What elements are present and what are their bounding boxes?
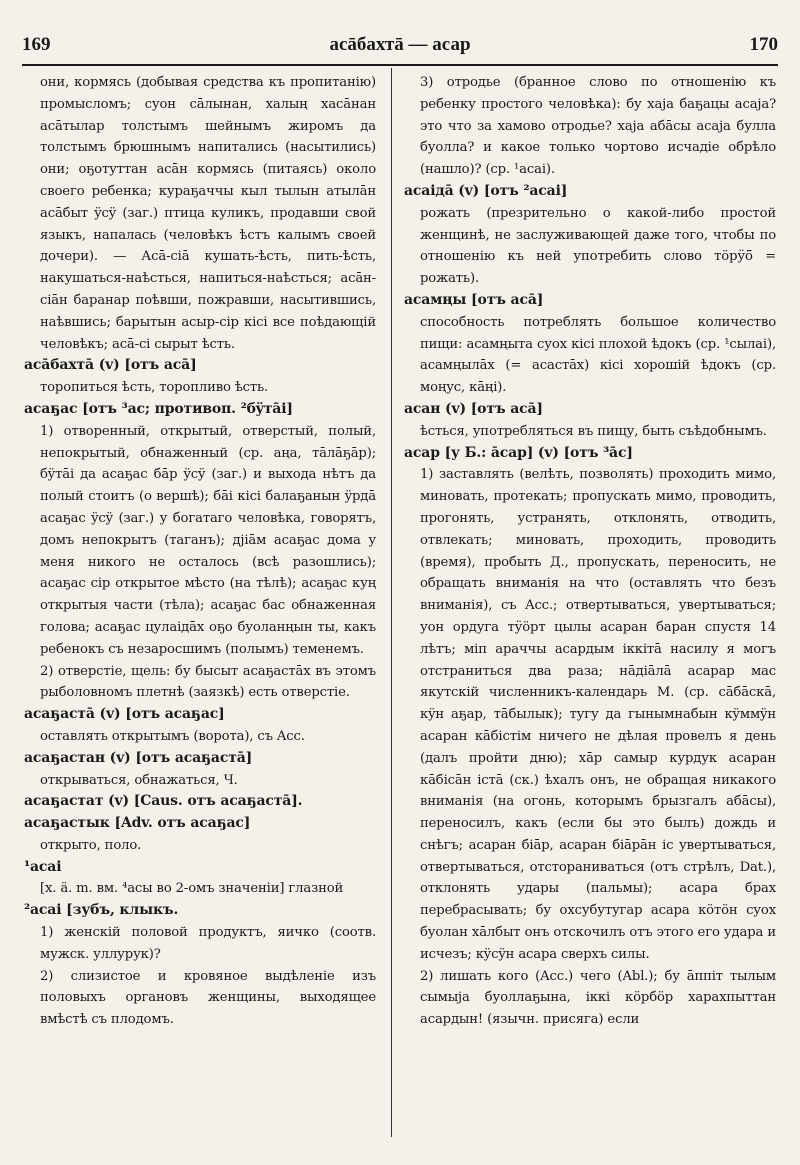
running-title: асāбахтā — асар [329, 34, 471, 55]
dictionary-headword: асаҕас [отъ ³ас; противоп. ²бÿтāі] [24, 400, 293, 417]
column-divider [391, 68, 392, 1137]
dictionary-definition: 2) слизистое и кровяное выдѣленіе изъ половыхъ органовъ женщины, выходящее вмѣстѣ съ плодомъ. [40, 968, 376, 1028]
dictionary-headword: асаҕастат (v) [Caus. отъ асаҕастā]. [24, 793, 303, 810]
right-column [404, 72, 776, 1031]
dictionary-headword: асан (v) [отъ асā] [404, 400, 543, 417]
dictionary-definition: 1) женскій половой продуктъ, яичко (соотв. мужск. уллурук)? [40, 925, 376, 962]
dictionary-definition: оставлять открытымъ (ворота), съ Acc. [40, 728, 305, 744]
left-column [24, 72, 376, 1031]
dictionary-definition: рожать (презрительно о какой-либо простой женщинѣ, не заслуживающей даже того, чтобы по отношенію къ ней употребить слово тӧрӱӧ̄ = рожать). [420, 205, 776, 287]
page-number-right: 170 [749, 34, 778, 55]
dictionary-headword: асāбахтā (v) [отъ асā] [24, 357, 197, 374]
dictionary-definition: 3) отродье (бранное слово по отношенію къ ребенку простого человѣка): бу хаја баҕацы асаја? это что за хамово отродье? хаја абāсы асаја булла буолла? и какое только чортово исчадіе обрѣло (нашло)? (ср. ¹асаі). [420, 75, 776, 178]
dictionary-headword: асар [у Б.: āсар] (v) [отъ ³āс] [404, 444, 633, 461]
dictionary-definition: они, кормясь (добывая средства къ пропитанію) промысломъ; суон сāлынан, халың хасāнан асāтылар толстымъ шейнымъ жиромъ да толстымъ брюшнымъ напитались (насытились) они; оҕотуттан асāн кормясь (питаясь) около своего ребенка; кураҕаччы кыл тылын атылāн асāбыт ÿсÿ (заг.) птица куликъ, продавши свой языкъ, напалась (человѣкъ ѣстъ калымъ своей дочери). — Асā-сіā кушать-ѣсть, пить-ѣсть, накушаться-наѣсться, напиться-наѣсться; асāн-сіāн баранар поѣвши, пожравши, насытившись, наѣвшись; барытын асыр-сір кісі все поѣдающій человѣкъ; асā-сі сырыт ѣсть. [40, 75, 376, 352]
dictionary-definition: открываться, обнажаться, Ч. [40, 772, 238, 788]
dictionary-definition: торопиться ѣсть, торопливо ѣсть. [40, 380, 269, 396]
dictionary-headword: асаҕастан (v) [отъ асаҕастā] [24, 749, 253, 766]
dictionary-definition: 2) лишать кого (Acc.) чего (Abl.); бу āппіт тылым сымыја буоллаҕына, іккі кӧрбӧр харахпыттан асардын! (язычн. присяга) если [420, 968, 776, 1028]
dictionary-definition: открыто, поло. [40, 837, 142, 853]
dictionary-headword: асаҕастык [Adv. отъ асаҕас] [24, 815, 251, 832]
dictionary-headword: асаідā (v) [отъ ²асаі] [404, 182, 568, 199]
dictionary-definition: [х. ä. m. вм. ⁴асы во 2-омъ значеніи] глазной [40, 881, 344, 897]
dictionary-headword: асаҕастā (v) [отъ асаҕас] [24, 706, 225, 723]
dictionary-headword: ¹асаі [24, 858, 62, 875]
dictionary-definition: 1) заставлять (велѣть, позволять) проходить мимо, миновать, протекать; пропускать мимо, проводить, прогонять, устранять, отклонять, отводить, отвлекать; миновать, проходить, проводить (время), пробыть Д., пропускать, переносить, не обращать вниманія на что (оставлять что безъ вниманія), съ Acc.; отвертываться, увертываться; уон ордуга тӱӧрт цылы асаран баран спустя 14 лѣтъ; міп араччы асардым іккітā насилу я могъ отстраниться два раза; нāдіāлā асарар мас якутскій численникъ-календарь М. (ср. сāбāскā, кÿн аҕар, тāбылык); тугу да гынымнабын кÿммÿн асаран кāбістім ничего не дѣлая провелъ я день (далъ пройти дню); хāр самыр курдук асаран кāбісāн істā (ск.) ѣхалъ онъ, не обращая никакого вниманія (на огонь, которымъ брызгалъ абāсы), переносилъ, какъ (если бы это былъ) дождь и снѣгъ; асаран біāр, асаран біāрāн іс увертываться, отвертываться, отстораниваться (отъ стрѣлъ, Dat.), отклонять удары (пальмы); асара брах перебрасывать; бу охсубутугар асара кӧтӧн суох буолан хāлбыт онъ отскочилъ отъ этого его удара и исчезъ; кÿсÿн асара сверхъ силы. [420, 467, 776, 962]
dictionary-headword: ²асаі [зубъ, клыкъ. [24, 902, 179, 919]
header-rule [22, 64, 778, 66]
page-header [22, 34, 778, 58]
dictionary-definition: 1) отворенный, открытый, отверстый, полый, непокрытый, обнаженный (ср. аңа, тāлāҕāр); бÿтāі да асаҕас бāр ÿсÿ (заг.) и выхода нѣтъ да полый стоитъ (о вершѣ); бāі кісі балаҕанын ÿрдā асаҕас ÿсÿ (заг.) у богатаго человѣка, говорятъ, домъ непокрытъ (таганъ); дјіāм асаҕас дома у меня никого не осталось (всѣ разошлись); асаҕас сір открытое мѣсто (на тѣлѣ); асаҕас куң открытыя части (тѣла); асаҕас бас обнаженная голова; асаҕас цулаiдāх оҕо буоланңын ты, какъ ребенокъ съ незаросшимъ (полымъ) теменемъ. [40, 423, 376, 657]
dictionary-headword: асамңы [отъ асā] [404, 291, 544, 308]
dictionary-definition: 2) отверстіе, щель: бу бысыт асаҕастāх въ этомъ рыболовномъ плетнѣ (заязкѣ) есть отверстіе. [40, 663, 376, 701]
dictionary-definition: способность потреблять большое количество пищи: асамңыта суох кісі плохой ѣдокъ (ср. ¹сылаі), асамңылāх (= асастāх) кісі хорошій ѣдокъ (ср. моңус, кāңі). [420, 314, 776, 396]
page-number-left: 169 [22, 34, 51, 55]
dictionary-definition: ѣсться, употребляться въ пищу, быть съѣдобнымъ. [420, 423, 767, 439]
